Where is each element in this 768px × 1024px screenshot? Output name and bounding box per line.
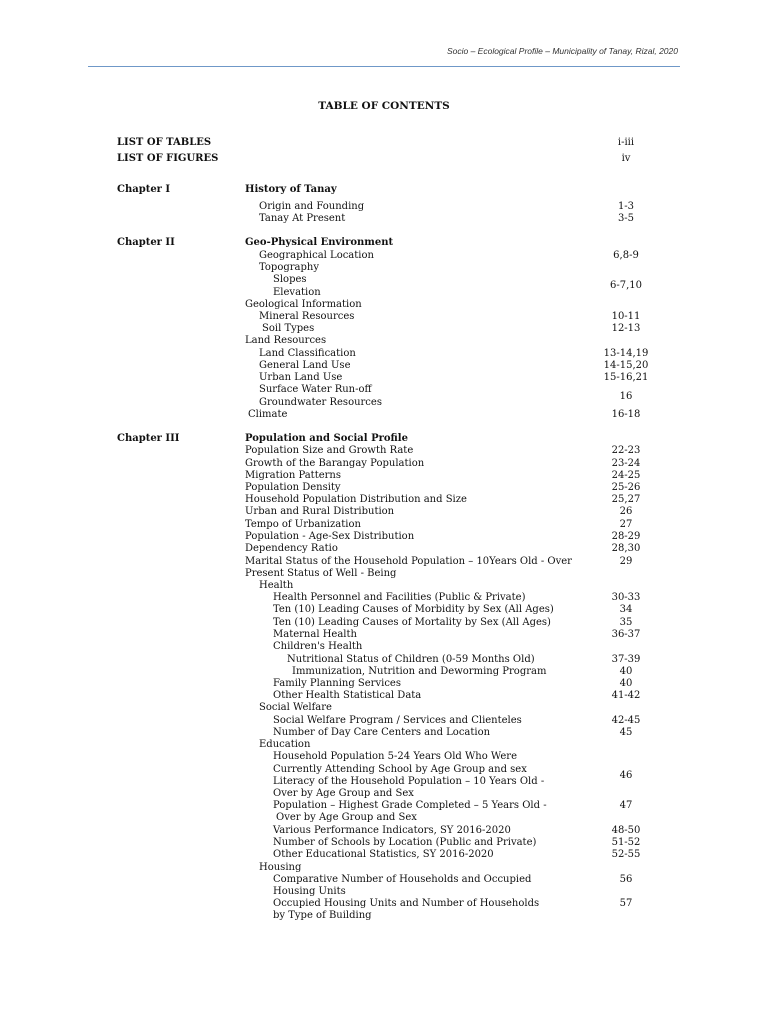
- toc-entry[interactable]: Dependency Ratio: [245, 543, 338, 554]
- toc-entry-pages: 6-7,10: [609, 280, 642, 291]
- toc-entry-pages: 56: [619, 874, 633, 885]
- chapter-2-title[interactable]: Geo-Physical Environment: [245, 237, 394, 248]
- toc-entry[interactable]: Occupied Housing Units and Number of Households: [273, 898, 540, 909]
- toc-entry-pages: 22-23: [611, 445, 641, 456]
- toc-entry-pages: 13-14,19: [603, 348, 649, 359]
- toc-entry[interactable]: Social Welfare: [259, 702, 332, 713]
- toc-entry[interactable]: Present Status of Well - Being: [245, 568, 397, 579]
- toc-entry[interactable]: Slopes: [273, 274, 307, 285]
- toc-entry-pages: 45: [619, 727, 633, 738]
- toc-entry[interactable]: Health: [259, 580, 294, 591]
- toc-entry-pages: 16-18: [611, 409, 641, 420]
- toc-entry-pages: 14-15,20: [603, 360, 649, 371]
- toc-entry-pages: 40: [619, 678, 633, 689]
- toc-entry-pages: 30-33: [611, 592, 641, 603]
- toc-entry-pages: 48-50: [611, 825, 641, 836]
- chapter-2-number: Chapter II: [117, 237, 175, 248]
- toc-entry[interactable]: Over by Age Group and Sex: [276, 812, 417, 823]
- toc-entry-pages: 6,8-9: [613, 250, 639, 261]
- toc-entry[interactable]: Family Planning Services: [273, 678, 401, 689]
- toc-entry[interactable]: Urban Land Use: [259, 372, 343, 383]
- toc-entry-pages: 10-11: [611, 311, 641, 322]
- toc-entry-pages: 15-16,21: [603, 372, 649, 383]
- toc-entry[interactable]: Elevation: [273, 287, 321, 298]
- toc-entry[interactable]: Population – Highest Grade Completed – 5 Years Old -: [273, 800, 547, 811]
- toc-entry-pages: 28-29: [611, 531, 641, 542]
- toc-entry[interactable]: Immunization, Nutrition and Deworming Program: [292, 666, 547, 677]
- toc-entry[interactable]: Household Population 5-24 Years Old Who Were: [273, 751, 517, 762]
- toc-entry[interactable]: Growth of the Barangay Population: [245, 458, 425, 469]
- toc-entry[interactable]: Nutritional Status of Children (0-59 Months Old): [287, 654, 535, 665]
- toc-entry[interactable]: Literacy of the Household Population – 10 Years Old -: [273, 776, 545, 787]
- toc-entry-pages: 23-24: [611, 458, 641, 469]
- toc-entry[interactable]: Currently Attending School by Age Group and sex: [273, 764, 527, 775]
- toc-entry-pages: 12-13: [611, 323, 641, 334]
- toc-entry-pages: 37-39: [611, 654, 641, 665]
- toc-entry[interactable]: Over by Age Group and Sex: [273, 788, 414, 799]
- toc-title: TABLE OF CONTENTS: [318, 100, 450, 112]
- toc-entry[interactable]: Other Educational Statistics, SY 2016-2020: [273, 849, 494, 860]
- chapter-1-title[interactable]: History of Tanay: [245, 184, 337, 195]
- toc-entry[interactable]: Ten (10) Leading Causes of Morbidity by Sex (All Ages): [273, 604, 554, 615]
- toc-entry[interactable]: Population Density: [245, 482, 341, 493]
- toc-entry[interactable]: Surface Water Run-off: [259, 384, 372, 395]
- toc-entry-pages: 25,27: [611, 494, 641, 505]
- toc-entry-pages: 36-37: [611, 629, 641, 640]
- toc-entry[interactable]: Comparative Number of Households and Occupied: [273, 874, 532, 885]
- toc-entry[interactable]: Ten (10) Leading Causes of Mortality by Sex (All Ages): [273, 617, 551, 628]
- toc-entry[interactable]: Various Performance Indicators, SY 2016-2020: [273, 825, 511, 836]
- toc-entry[interactable]: Marital Status of the Household Population – 10Years Old - Over: [245, 556, 572, 567]
- toc-entry[interactable]: Land Classification: [259, 348, 356, 359]
- toc-entry-pages: 40: [619, 666, 633, 677]
- toc-entry-pages: 47: [619, 800, 633, 811]
- toc-entry[interactable]: Housing Units: [273, 886, 346, 897]
- toc-list-of-tables[interactable]: LIST OF TABLES: [117, 137, 212, 148]
- toc-entry-pages: 57: [619, 898, 633, 909]
- toc-entry[interactable]: Housing: [259, 862, 302, 873]
- toc-entry[interactable]: Origin and Founding: [259, 201, 365, 212]
- toc-entry[interactable]: General Land Use: [259, 360, 351, 371]
- toc-entry-pages: 52-55: [611, 849, 641, 860]
- toc-entry-pages: 51-52: [611, 837, 641, 848]
- toc-entry[interactable]: Number of Schools by Location (Public and Private): [273, 837, 537, 848]
- toc-entry[interactable]: by Type of Building: [273, 910, 372, 921]
- toc-entry[interactable]: Tanay At Present: [259, 213, 346, 224]
- toc-entry-pages: 25-26: [611, 482, 641, 493]
- toc-entry[interactable]: Population - Age-Sex Distribution: [245, 531, 415, 542]
- chapter-3-title[interactable]: Population and Social Profile: [245, 433, 408, 444]
- toc-entry-pages: 27: [619, 519, 633, 530]
- toc-entry[interactable]: Tempo of Urbanization: [245, 519, 361, 530]
- toc-entry[interactable]: Population Size and Growth Rate: [245, 445, 414, 456]
- toc-entry[interactable]: Geological Information: [245, 299, 362, 310]
- toc-entry-pages: 3-5: [617, 213, 635, 224]
- toc-list-of-figures-pages: iv: [621, 153, 631, 164]
- header-divider: [88, 66, 680, 67]
- toc-entry[interactable]: Children's Health: [273, 641, 363, 652]
- chapter-3-number: Chapter III: [117, 433, 180, 444]
- toc-list-of-tables-pages: i-iii: [617, 137, 635, 148]
- header-text: Socio – Ecological Profile – Municipality of Tanay, Rizal, 2020: [446, 46, 678, 56]
- toc-entry[interactable]: Mineral Resources: [259, 311, 355, 322]
- toc-entry-pages: 29: [619, 556, 633, 567]
- toc-entry[interactable]: Health Personnel and Facilities (Public & Private): [273, 592, 526, 603]
- toc-entry[interactable]: Migration Patterns: [245, 470, 341, 481]
- toc-entry-pages: 28,30: [611, 543, 641, 554]
- toc-entry[interactable]: Climate: [248, 409, 288, 420]
- toc-entry[interactable]: Geographical Location: [259, 250, 374, 261]
- toc-entry[interactable]: Land Resources: [245, 335, 327, 346]
- toc-entry[interactable]: Soil Types: [262, 323, 315, 334]
- toc-entry-pages: 24-25: [611, 470, 641, 481]
- toc-entry-pages: 34: [619, 604, 633, 615]
- toc-entry-pages: 35: [619, 617, 633, 628]
- toc-entry-pages: 26: [619, 506, 633, 517]
- toc-entry[interactable]: Other Health Statistical Data: [273, 690, 422, 701]
- toc-entry[interactable]: Household Population Distribution and Size: [245, 494, 467, 505]
- toc-entry-pages: 16: [619, 391, 633, 402]
- toc-entry[interactable]: Maternal Health: [273, 629, 357, 640]
- toc-entry[interactable]: Groundwater Resources: [259, 397, 382, 408]
- toc-entry-pages: 46: [619, 770, 633, 781]
- toc-entry[interactable]: Topography: [259, 262, 319, 273]
- toc-entry-pages: 41-42: [611, 690, 641, 701]
- toc-entry[interactable]: Number of Day Care Centers and Location: [273, 727, 491, 738]
- toc-entry[interactable]: Urban and Rural Distribution: [245, 506, 395, 517]
- toc-list-of-figures[interactable]: LIST OF FIGURES: [117, 153, 219, 164]
- toc-entry-pages: 1-3: [617, 201, 635, 212]
- chapter-1-number: Chapter I: [117, 184, 171, 195]
- toc-entry[interactable]: Education: [259, 739, 311, 750]
- toc-entry[interactable]: Social Welfare Program / Services and Clienteles: [273, 715, 522, 726]
- toc-entry-pages: 42-45: [611, 715, 641, 726]
